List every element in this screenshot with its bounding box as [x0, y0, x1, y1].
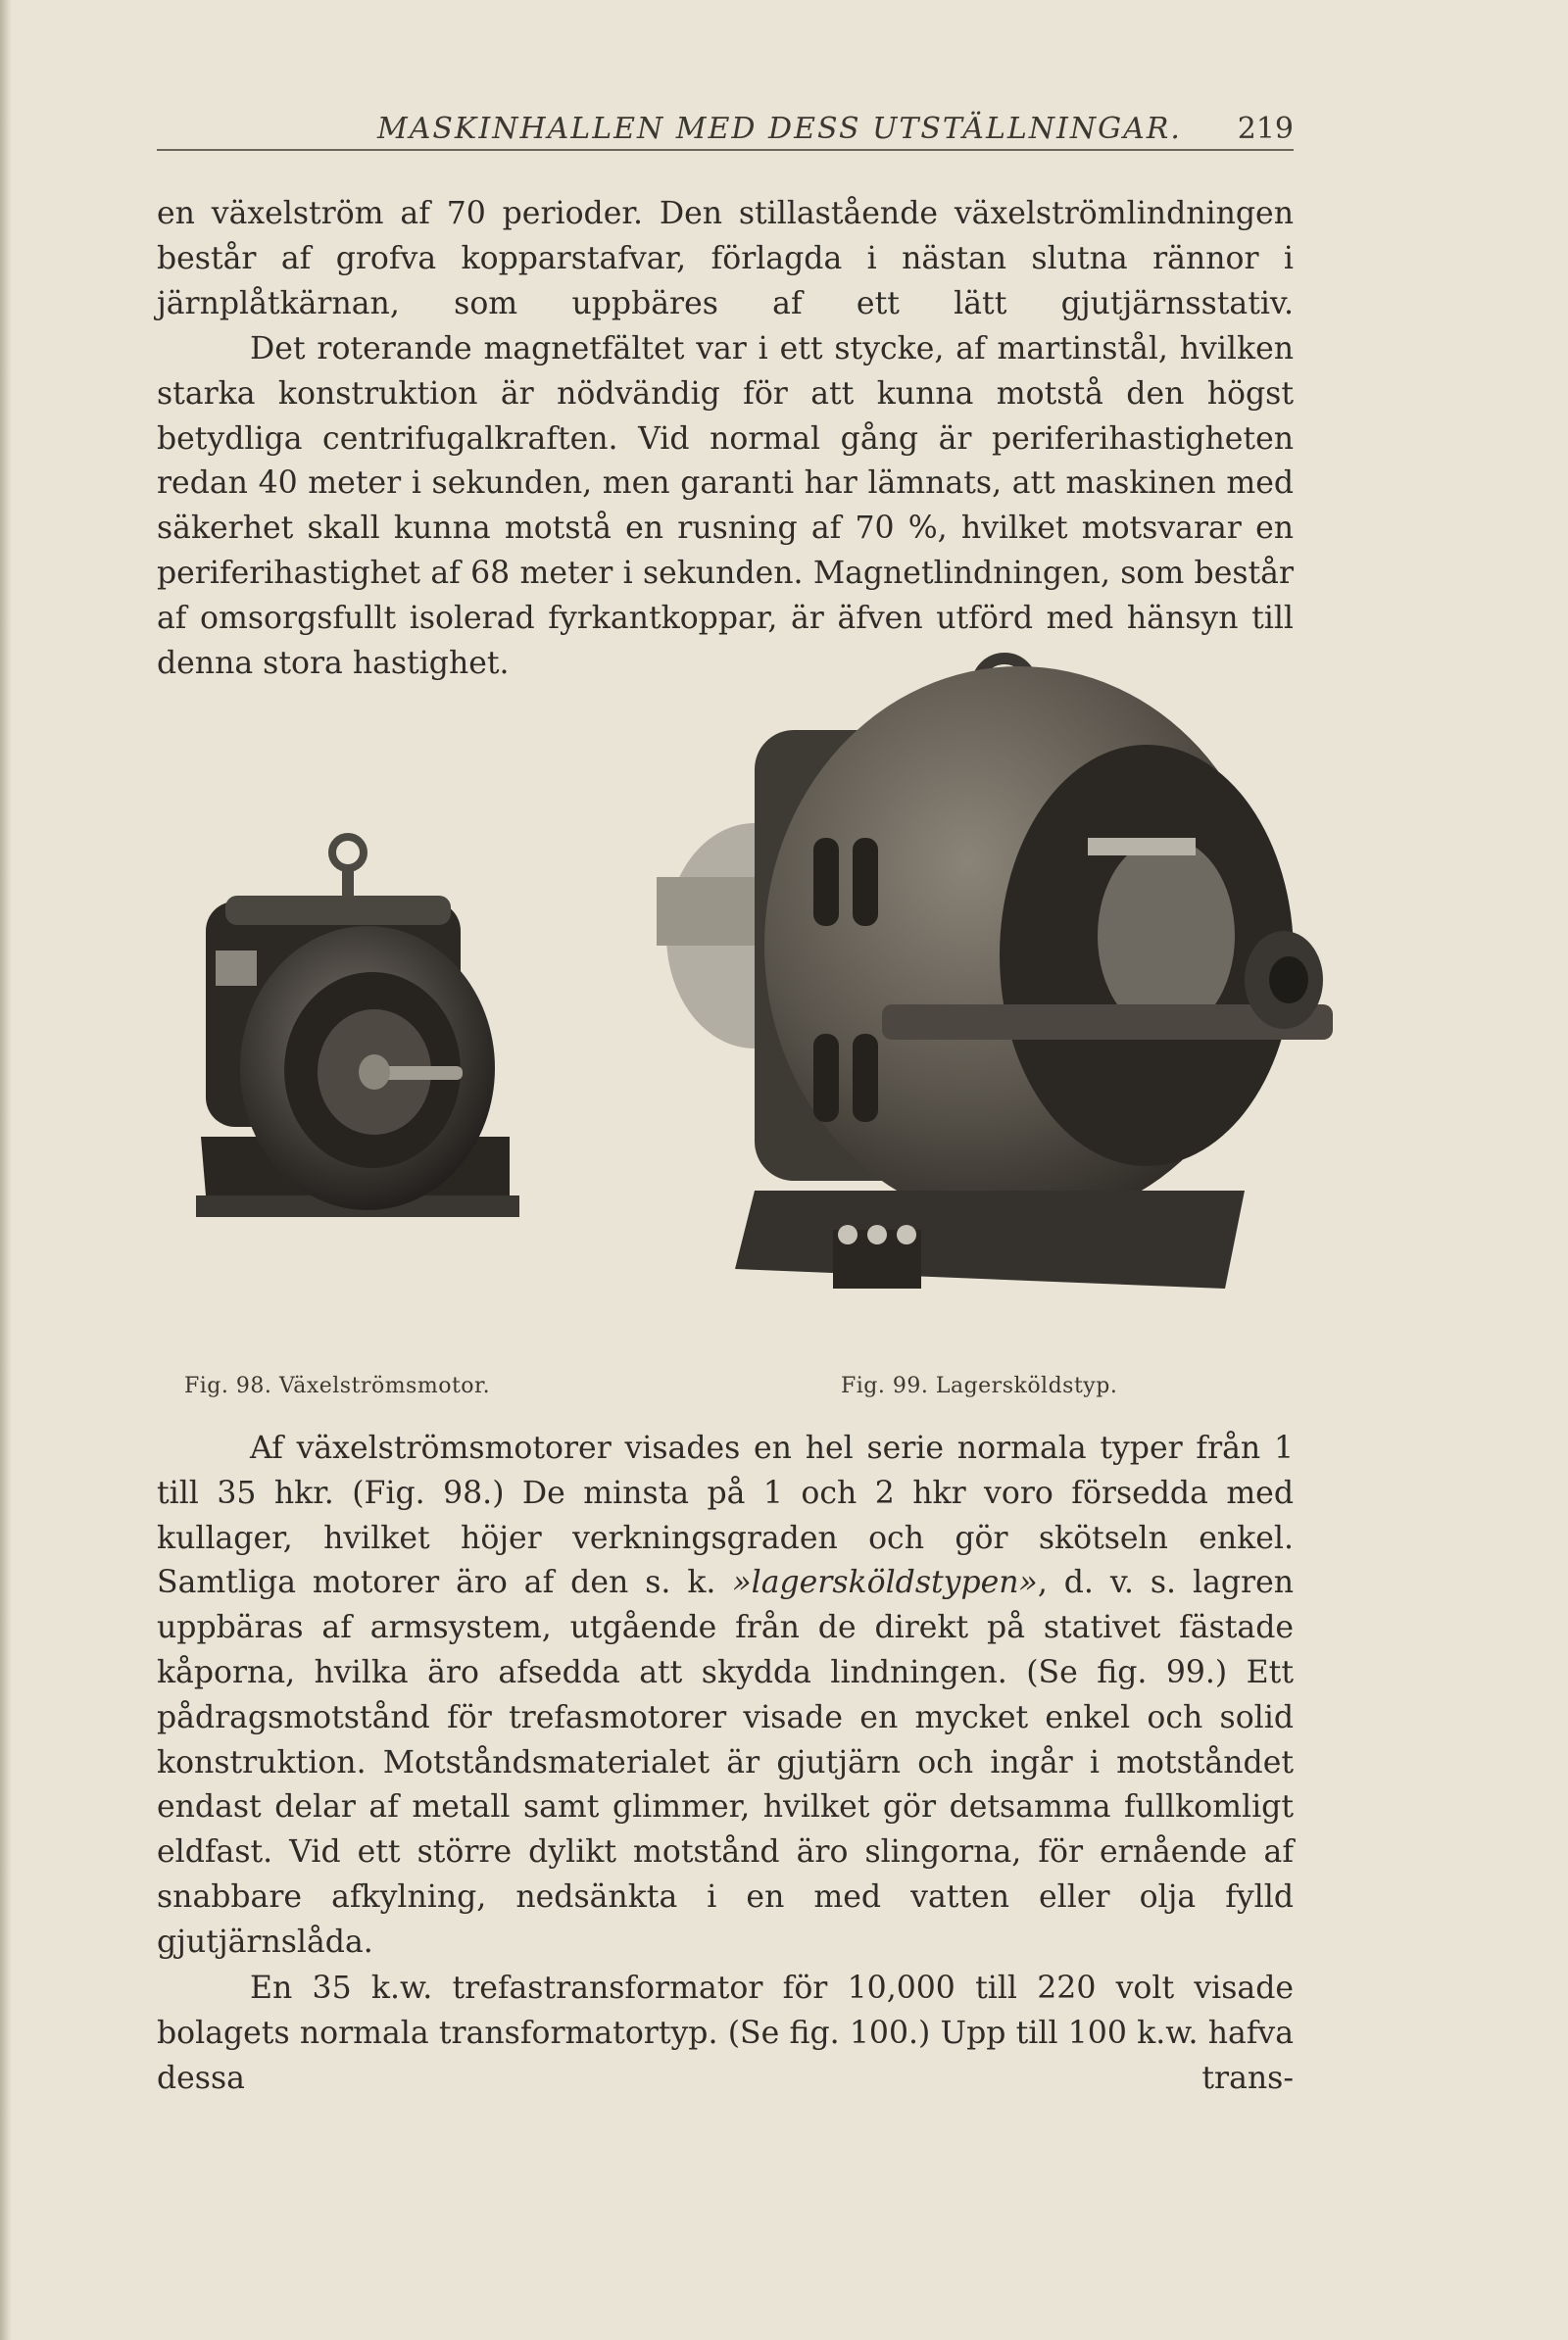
- figure-99-caption: Fig. 99. Lagersköldstyp.: [841, 1374, 1118, 1398]
- paragraph-continuation: en växelström af 70 perioder. Den stillastående växelströmlindningen består af grofva kopparstafvar, förlagda i nästan slutna rännor i järnplåtkärnan, som uppbäres af ett lätt gjutjärnsstativ.: [157, 196, 1294, 321]
- paragraph-ac-motors-part-1: Af växelströmsmotorer visades en hel serie normala typer från 1 till 35 hkr. (Fig. 98.) De minsta på 1 och 2 hkr voro försedda med kullager, hvilket höjer verkningsgraden och gör skötseln enkel. Samtliga motorer äro af den s. k.: [157, 1431, 1294, 1601]
- page-number: 219: [1237, 112, 1294, 146]
- header-rule: [157, 149, 1294, 151]
- figure-98-ac-motor: [147, 813, 559, 1274]
- figure-98-caption: Fig. 98. Växelströmsmotor.: [184, 1374, 491, 1398]
- page-header: [157, 106, 1294, 151]
- paragraph-ac-motors: [157, 1427, 1294, 1966]
- running-title: MASKINHALLEN MED DESS UTSTÄLLNINGAR.: [377, 112, 1182, 146]
- figure-99-bearing-shield-motor: [637, 642, 1343, 1318]
- paragraph-transformer: En 35 k.w. trefastransformator för 10,000 till 220 volt visade bolagets normala transformatortyp. (Se fig. 100.) Upp till 100 k.w. hafva dessa trans-: [157, 1971, 1294, 2096]
- paragraph-magnetic-field: Det roterande magnetfältet var i ett stycke, af martinstål, hvilken starka konstruktion är nödvändig för att kunna motstå den högst betydliga centrifugalkraften. Vid normal gång är periferihastigheten redan 40 meter i sekunden, men garanti har lämnats, att maskinen med säkerhet skall kunna motstå en rusning af 70 %, hvilket motsvarar en periferihastighet af 68 meter i sekunden. Magnetlindningen, som består af omsorgsfullt isolerad fyrkantkoppar, är äfven utförd med hänsyn till denna stora hastighet.: [157, 331, 1294, 681]
- bearing-shield-type-term: »lagersköldstypen»: [732, 1565, 1038, 1601]
- paragraph-ac-motors-part-2: , d. v. s. lagren uppbäras af armsystem, utgående från de direkt på stativet fästade kåporna, hvilka äro afsedda att skydda lindningen. (Se fig. 99.) Ett pådragsmotstånd för trefasmotorer visade en mycket enkel och solid konstruktion. Motståndsmaterialet är gjutjärn och ingår i motståndet endast delar af metall samt glimmer, hvilket gör detsamma fullkomligt eldfast. Vid ett större dylikt motstånd äro slingorna, för ernående af snabbare afkylning, nedsänkta i en med vatten eller olja fylld gjutjärnslåda.: [157, 1565, 1295, 1960]
- book-spine-shadow: [0, 0, 12, 2340]
